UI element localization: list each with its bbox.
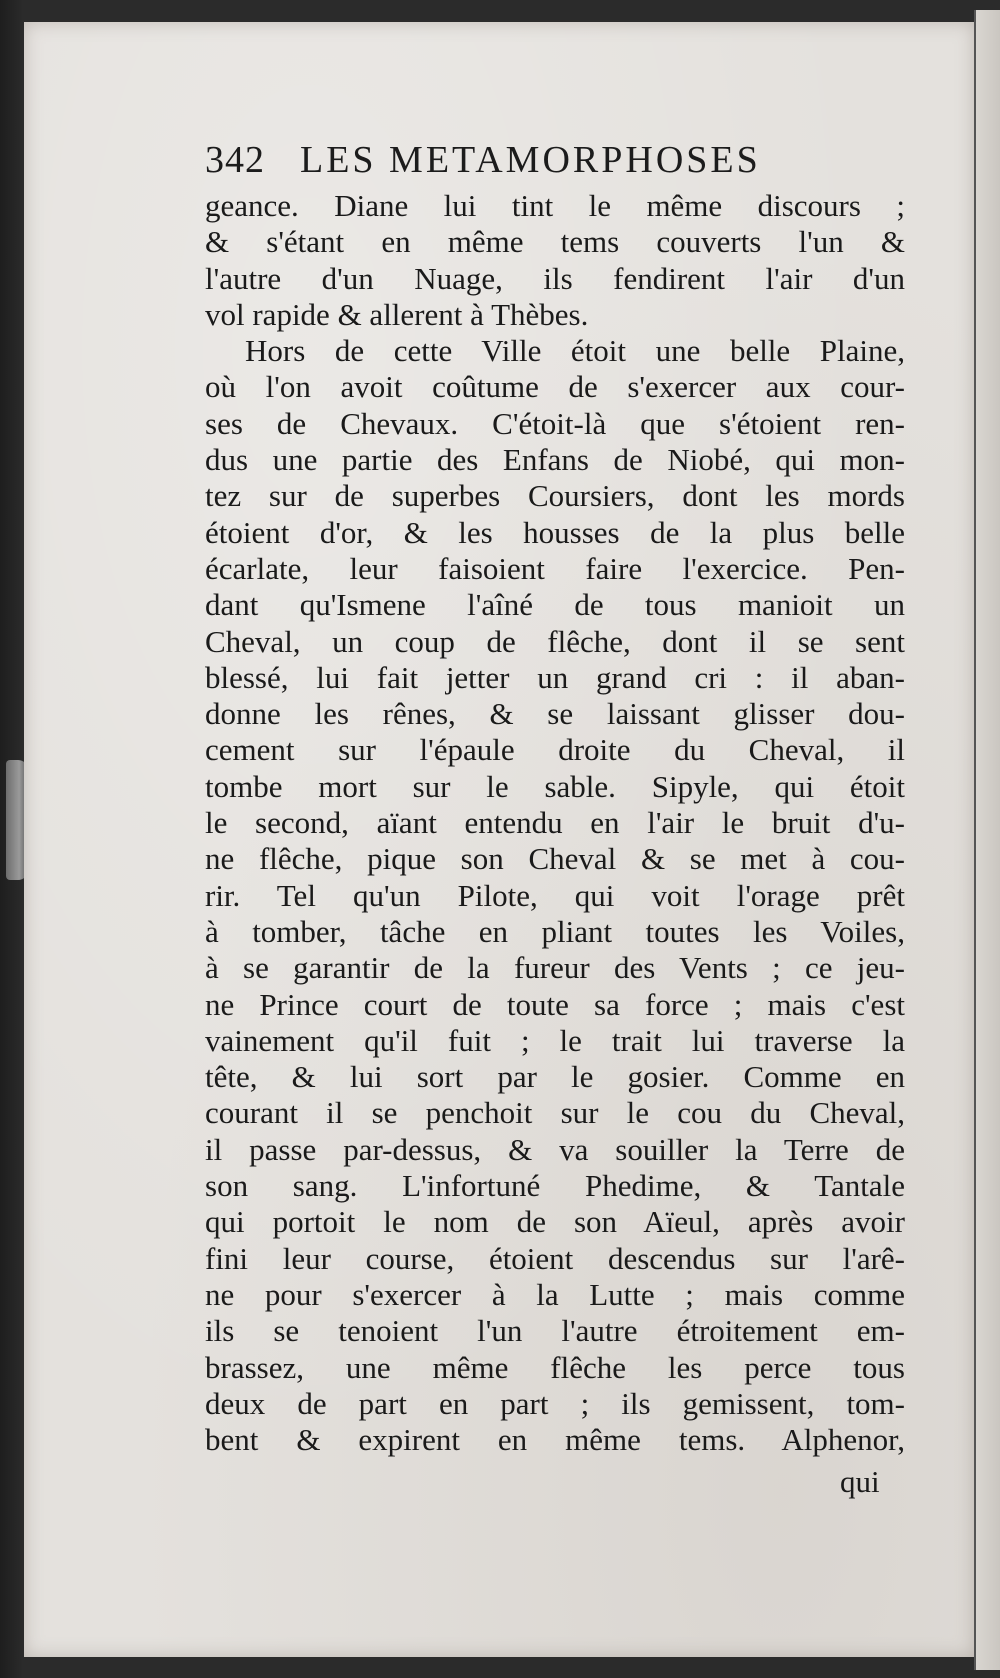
text-line: ne Prince court de toute sa force ; mais c'est — [205, 986, 905, 1022]
text-line: ne flêche, pique son Cheval & se met à cou- — [205, 841, 905, 877]
text-line: donne les rênes, & se laissant glisser dou- — [205, 696, 905, 732]
text-line: tez sur de superbes Coursiers, dont les mords — [205, 478, 905, 514]
text-line: dus une partie des Enfans de Niobé, qui mon- — [205, 442, 905, 478]
text-line: écarlate, leur faisoient faire l'exercice. Pen- — [205, 550, 905, 586]
text-line: courant il se penchoit sur le cou du Cheval, — [205, 1095, 905, 1131]
text-line: l'autre d'un Nuage, ils fendirent l'air d'un — [205, 260, 905, 296]
text-line: dant qu'Ismene l'aîné de tous manioit un — [205, 587, 905, 623]
catchword: qui — [840, 1464, 880, 1499]
page-header — [205, 138, 905, 186]
text-line: Hors de cette Ville étoit une belle Plaine, — [245, 333, 905, 369]
text-line: le second, aïant entendu en l'air le bruit d'u- — [205, 805, 905, 841]
page-number: 342 — [205, 139, 265, 181]
text-line: ses de Chevaux. C'étoit-là que s'étoient ren- — [205, 405, 905, 441]
text-line: brassez, une même flêche les perce tous — [205, 1349, 905, 1385]
text-line: à tomber, tâche en pliant toutes les Voiles, — [205, 913, 905, 949]
running-title: LES METAMORPHOSES — [300, 139, 761, 181]
text-line: qui portoit le nom de son Aïeul, après avoir — [205, 1204, 905, 1240]
text-line: tombe mort sur le sable. Sipyle, qui étoit — [205, 768, 905, 804]
text-line: cement sur l'épaule droite du Cheval, il — [205, 732, 905, 768]
adjacent-page-edge — [974, 10, 1000, 1670]
text-line: vainement qu'il fuit ; le trait lui traverse la — [205, 1022, 905, 1058]
text-line: à se garantir de la fureur des Vents ; ce jeu- — [205, 950, 905, 986]
text-line: vol rapide & allerent à Thèbes. — [205, 296, 589, 332]
text-line: où l'on avoit coûtume de s'exercer aux cour- — [205, 369, 905, 405]
text-line: tête, & lui sort par le gosier. Comme en — [205, 1059, 905, 1095]
text-line: son sang. L'infortuné Phedime, & Tantale — [205, 1168, 905, 1204]
text-line: deux de part en part ; ils gemissent, tom- — [205, 1385, 905, 1421]
text-line: il passe par-dessus, & va souiller la Terre de — [205, 1131, 905, 1167]
text-line: ils se tenoient l'un l'autre étroitement em- — [205, 1313, 905, 1349]
text-line: étoient d'or, & les housses de la plus belle — [205, 514, 905, 550]
text-line: fini leur course, étoient descendus sur l'arê- — [205, 1240, 905, 1276]
text-line: geance. Diane lui tint le même discours ; — [205, 188, 905, 223]
text-line: bent & expirent en même tems. Alphenor, — [205, 1422, 905, 1458]
text-line: rir. Tel qu'un Pilote, qui voit l'orage prêt — [205, 877, 905, 913]
text-line: Cheval, un coup de flêche, dont il se sent — [205, 623, 905, 659]
body-text — [205, 188, 905, 1458]
text-line: & s'étant en même tems couverts l'un & — [205, 224, 905, 260]
text-line: blessé, lui fait jetter un grand cri : il aban- — [205, 659, 905, 695]
text-line: ne pour s'exercer à la Lutte ; mais comme — [205, 1276, 905, 1312]
